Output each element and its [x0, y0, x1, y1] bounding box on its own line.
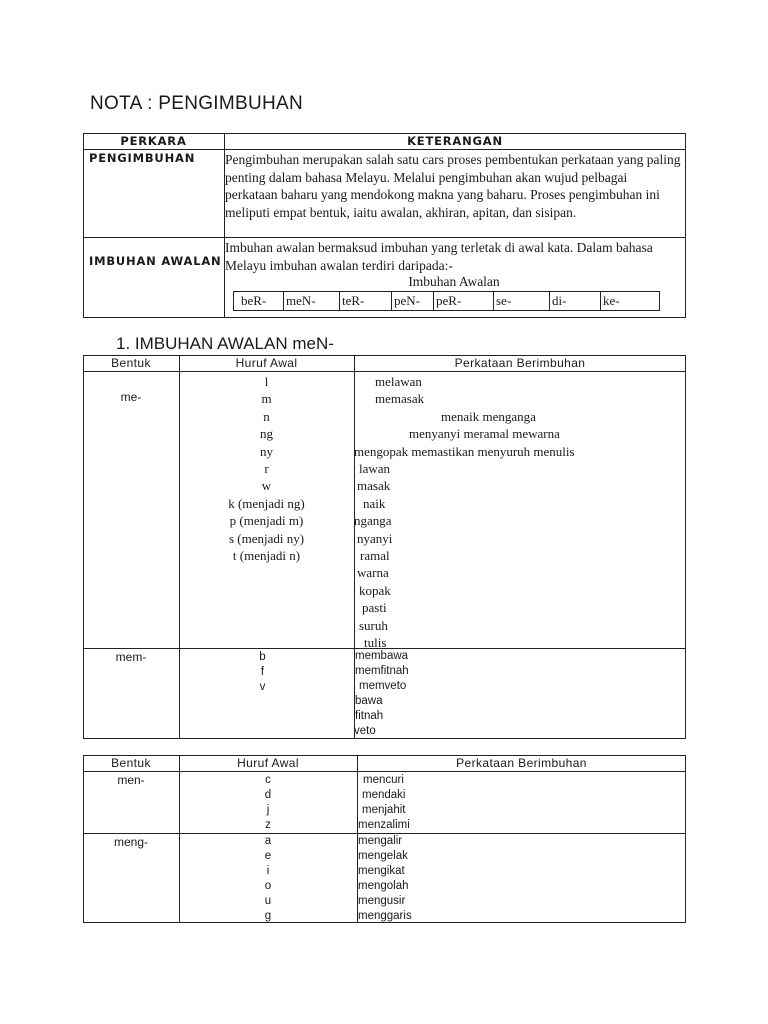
prefix-divider: [549, 291, 550, 311]
huruf-item: t (menjadi n): [232, 548, 301, 564]
huruf-list-me: [179, 373, 354, 564]
bentuk-meng: meng-: [113, 835, 148, 849]
notes-header-keterangan: KETERANGAN: [407, 134, 503, 148]
perkataan-item: melawan: [375, 374, 422, 389]
prefix-divider: [391, 291, 392, 311]
table2-header-bentuk: Bentuk: [111, 756, 151, 770]
prefix-cell: peR-: [436, 293, 462, 308]
table1-header-line: [83, 371, 686, 372]
huruf-item: a: [264, 835, 272, 847]
prefix-cell: teR-: [342, 293, 365, 308]
perkataan-list-me: [354, 373, 686, 652]
huruf-item: v: [259, 681, 266, 693]
perkataan-item: mencuri: [363, 774, 404, 786]
page-title: NOTA : PENGIMBUHAN: [90, 93, 304, 114]
huruf-item: w: [261, 478, 272, 494]
prefix-cell: meN-: [286, 293, 316, 308]
table1-header-huruf: Huruf Awal: [235, 356, 298, 370]
perkataan-item: memasak: [375, 391, 425, 407]
section-heading: 1. IMBUHAN AWALAN meN-: [116, 334, 334, 353]
perkataan-item: nyanyi: [357, 530, 393, 546]
huruf-item: r: [264, 461, 269, 477]
huruf-item: j: [266, 804, 270, 816]
perkataan-item: mengalir: [358, 835, 403, 847]
perkataan-item: menjahit: [362, 804, 406, 816]
bentuk-me: me-: [120, 390, 142, 404]
row-text-imbuhan-awalan: Imbuhan awalan bermaksud imbuhan yang terletak di awal kata. Dalam bahasa Melayu imbuhan awalan terdiri daripada:-: [225, 240, 653, 273]
huruf-item: b: [259, 651, 266, 663]
perkataan-item: lawan: [359, 461, 391, 477]
table2-header-huruf: Huruf Awal: [237, 756, 299, 770]
huruf-list-mem: [179, 650, 354, 695]
perkataan-item: masak: [357, 478, 391, 494]
perkataan-item: menzalimi: [358, 819, 410, 831]
huruf-item: k (menjadi ng): [228, 495, 305, 511]
prefix-divider: [493, 291, 494, 311]
huruf-item: f: [260, 666, 265, 678]
perkataan-item: pasti: [362, 600, 387, 616]
imbuhan-awalan-caption: Imbuhan Awalan: [408, 274, 500, 289]
perkataan-item: mendaki: [362, 789, 406, 801]
perkataan-item: membawa: [355, 650, 409, 662]
prefix-divider: [433, 291, 434, 311]
huruf-item: d: [264, 789, 272, 801]
prefix-cell: ke-: [603, 293, 620, 308]
perkataan-item: menyanyi meramal mewarna: [409, 426, 560, 442]
row-text-pengimbuhan: Pengimbuhan merupakan salah satu cars proses pembentukan perkataan yang paling penting dalam bahasa Melayu. Melalui pengimbuhan akan wujud pelbagai perkataan baharu yang mendokong makna yang baharu. Proses pengimbuhan ini meliputi empat bentuk, iaitu awalan, akhiran, apitan, dan sisipan.: [225, 152, 681, 220]
prefix-cell: beR-: [241, 293, 267, 308]
perkataan-item: naik: [363, 495, 386, 511]
huruf-item: e: [264, 850, 272, 862]
huruf-item: g: [264, 910, 272, 922]
prefix-cell: peN-: [394, 293, 420, 308]
perkataan-list-men: [357, 773, 686, 833]
perkataan-item: fitnah: [355, 710, 384, 722]
huruf-item: u: [264, 895, 272, 907]
huruf-item: l: [264, 374, 269, 389]
perkataan-item: suruh: [359, 617, 388, 633]
huruf-item: s (menjadi ny): [228, 530, 305, 546]
huruf-item: o: [264, 880, 272, 892]
perkataan-item: mengolah: [358, 880, 409, 892]
huruf-item: p (menjadi m): [229, 513, 304, 529]
notes-table-row-line: [83, 237, 686, 238]
row-label-pengimbuhan: PENGIMBUHAN: [89, 151, 196, 165]
perkataan-list-mem: [354, 649, 686, 739]
huruf-item: c: [265, 774, 271, 786]
perkataan-item: mengikat: [358, 865, 405, 877]
huruf-item: ny: [260, 443, 273, 459]
perkataan-item: nganga: [354, 513, 392, 529]
perkataan-item: tulis: [364, 635, 387, 651]
notes-header-perkara: PERKARA: [120, 134, 187, 148]
huruf-item: ng: [260, 426, 273, 442]
prefix-divider: [283, 291, 284, 311]
perkataan-item: ramal: [360, 548, 390, 564]
huruf-item: m: [261, 391, 272, 407]
row-label-imbuhan-awalan: IMBUHAN AWALAN: [89, 254, 222, 268]
perkataan-item: warna: [357, 565, 389, 581]
perkataan-item: menaik menganga: [441, 408, 536, 424]
huruf-item: n: [263, 408, 270, 424]
perkataan-item: mengopak memastikan menyuruh menulis: [354, 443, 575, 459]
table1-header-perkataan: Perkataan Berimbuhan: [454, 356, 586, 370]
perkataan-list-meng: [357, 834, 686, 924]
perkataan-item: memveto: [359, 680, 407, 692]
perkataan-item: veto: [354, 725, 376, 737]
bentuk-mem: mem-: [115, 650, 147, 664]
huruf-list-meng: [179, 834, 357, 924]
table2-header-perkataan: Perkataan Berimbuhan: [456, 756, 587, 770]
table2-header-line: [83, 771, 686, 772]
perkataan-item: mengelak: [358, 850, 408, 862]
perkataan-item: memfitnah: [355, 665, 409, 677]
huruf-item: z: [265, 819, 271, 831]
perkataan-item: bawa: [355, 695, 383, 707]
notes-table-header-line: [83, 149, 686, 150]
bentuk-men: men-: [117, 773, 145, 787]
huruf-list-men: [179, 773, 357, 833]
prefix-cell: se-: [496, 293, 512, 308]
prefix-divider: [600, 291, 601, 311]
prefix-divider: [339, 291, 340, 311]
table1-header-bentuk: Bentuk: [111, 356, 151, 370]
prefix-cell: di-: [552, 293, 567, 308]
huruf-item: i: [266, 865, 270, 877]
perkataan-item: mengusir: [358, 895, 406, 907]
perkataan-item: kopak: [359, 582, 391, 598]
perkataan-item: menggaris: [358, 910, 412, 922]
